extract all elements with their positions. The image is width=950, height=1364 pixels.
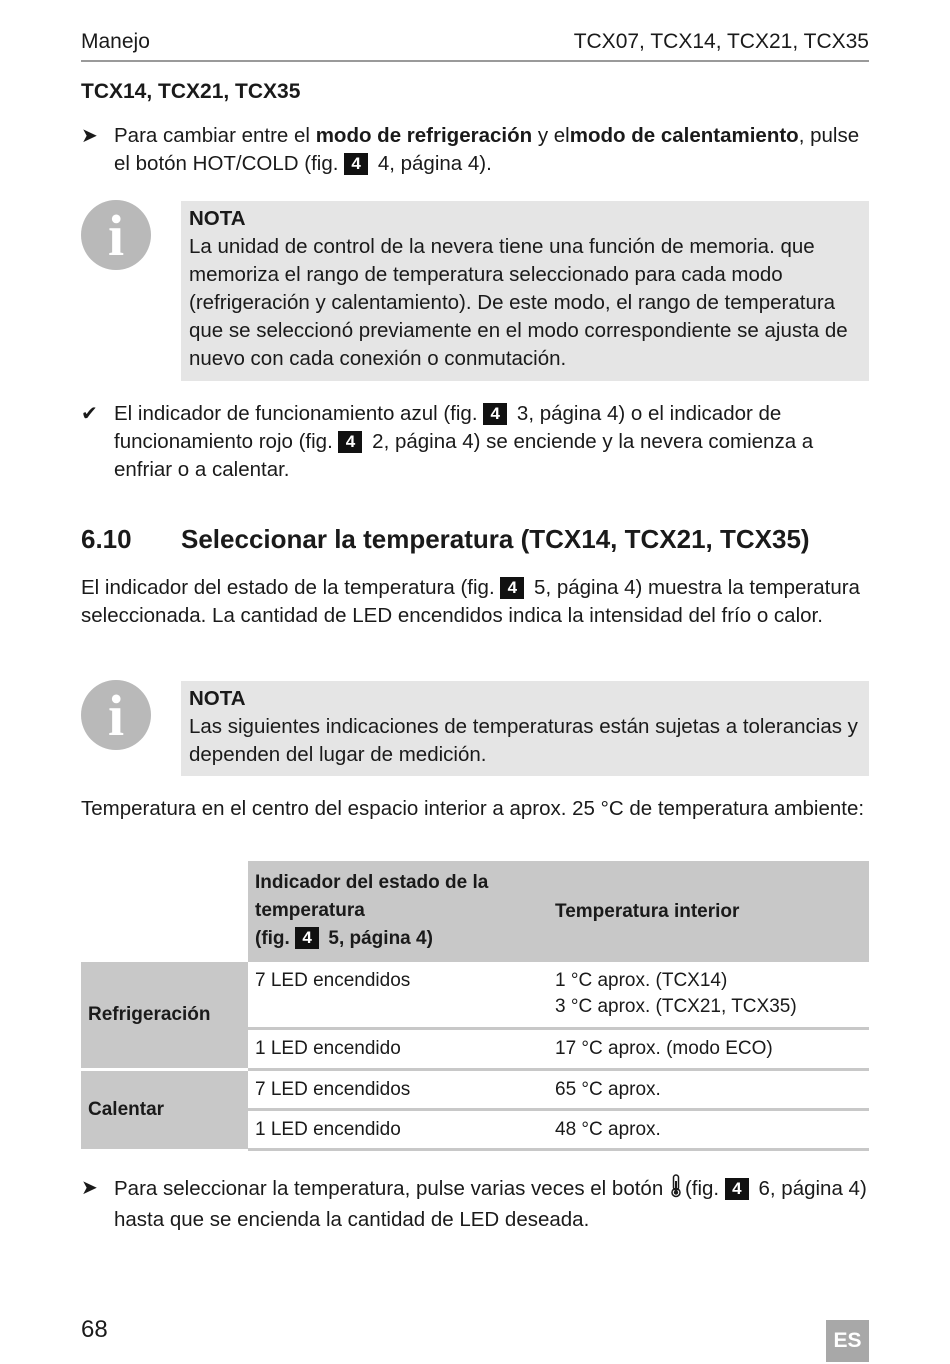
step-bold-cooling: modo de refrigeración — [315, 124, 533, 147]
note-box-memory — [181, 201, 869, 381]
result-indicator — [81, 400, 871, 484]
thermometer-icon — [669, 1174, 683, 1206]
step-text: Para seleccionar la temperatura, pulse varias veces el botón — [114, 1177, 669, 1200]
note-box-tolerance — [181, 681, 869, 776]
header-line — [255, 925, 541, 953]
step-arrow-icon: ➤ — [81, 125, 98, 147]
led-cell: 1 LED encendido — [248, 1109, 548, 1149]
step-text: , pulse el botón HOT/COLD (fig. — [114, 124, 860, 175]
temp-cell: 65 °C aprox. — [548, 1069, 869, 1109]
step-arrow-icon: ➤ — [81, 1177, 98, 1199]
header-divider — [81, 60, 869, 62]
figure-ref-badge: 4 — [725, 1178, 749, 1200]
table-row — [81, 1069, 869, 1109]
step-text: 6, página 4) hasta que se encienda la cantidad de LED deseada. — [114, 1177, 867, 1231]
language-badge: ES — [826, 1320, 869, 1362]
led-cell: 7 LED encendidos — [248, 1069, 548, 1109]
step-text: Para cambiar entre el — [114, 124, 316, 147]
row-group-label: Refrigeración — [81, 962, 248, 1069]
result-text: 2, página 4) se enciende y la nevera comienza a enfriar o a calentar. — [114, 430, 814, 481]
figure-ref-badge: 4 — [344, 153, 368, 175]
header-model-list: TCX07, TCX14, TCX21, TCX35 — [573, 30, 869, 53]
temp-line: 1 °C aprox. (TCX14) — [555, 970, 728, 991]
step-text: (fig. — [684, 1177, 725, 1200]
temperature-table — [81, 861, 869, 1151]
temp-cell — [548, 962, 869, 1028]
result-text: El indicador de funcionamiento azul (fig. — [114, 402, 484, 425]
temp-line: 3 °C aprox. (TCX21, TCX35) — [555, 996, 797, 1017]
table-header-row — [81, 861, 869, 962]
header-text: (fig. — [255, 928, 296, 949]
note-text: Las siguientes indicaciones de temperaturas están sujetas a tolerancias y dependen del lugar de medición. — [189, 715, 858, 766]
figure-ref-badge: 4 — [295, 927, 319, 949]
temp-cell: 48 °C aprox. — [548, 1109, 869, 1149]
figure-ref-badge: 4 — [338, 431, 362, 453]
table-row — [81, 962, 869, 1028]
step-text: 4, página 4). — [372, 152, 492, 175]
table-corner-cell — [81, 861, 248, 962]
info-icon: i — [81, 200, 151, 270]
instruction-step-mode — [81, 122, 871, 178]
header-section-title: Manejo — [81, 30, 150, 53]
table-header-temp: Temperatura interior — [548, 861, 869, 962]
temp-cell: 17 °C aprox. (modo ECO) — [548, 1028, 869, 1069]
note-title: NOTA — [189, 687, 246, 710]
header-line: temperatura — [255, 900, 365, 921]
subheading: TCX14, TCX21, TCX35 — [81, 80, 301, 103]
led-cell: 1 LED encendido — [248, 1028, 548, 1069]
intro-text: El indicador del estado de la temperatura (fig. — [81, 576, 501, 599]
instruction-step-temperature — [81, 1174, 871, 1234]
note-title: NOTA — [189, 207, 246, 230]
figure-ref-badge: 4 — [483, 403, 507, 425]
table-header-led — [248, 861, 548, 962]
section-number: 6.10 — [81, 524, 132, 554]
step-bold-heating: modo de calentamiento — [569, 124, 799, 147]
step-text: y el — [532, 124, 570, 147]
result-text: 3, página 4) o el indicador de funcionamiento rojo (fig. — [114, 402, 782, 453]
section-heading — [81, 524, 810, 555]
led-cell: 7 LED encendidos — [248, 962, 548, 1028]
intro-text: 5, página 4) muestra la temperatura seleccionada. La cantidad de LED encendidos indica la intensidad del frío o calor. — [81, 576, 860, 627]
checkmark-icon: ✔ — [81, 403, 98, 425]
row-group-label: Calentar — [81, 1069, 248, 1149]
page-number: 68 — [81, 1316, 108, 1343]
figure-ref-badge: 4 — [500, 577, 524, 599]
section-title: Seleccionar la temperatura (TCX14, TCX21, TCX35) — [181, 524, 810, 554]
header-text: 5, página 4) — [323, 928, 433, 949]
header-line: Indicador del estado de la — [255, 872, 489, 893]
info-icon: i — [81, 680, 151, 750]
intro-paragraph — [81, 574, 871, 630]
ambient-temperature-text: Temperatura en el centro del espacio interior a aprox. 25 °C de temperatura ambiente: — [81, 797, 865, 820]
note-text: La unidad de control de la nevera tiene una función de memoria. que memoriza el rango de temperatura seleccionado para cada modo (refrigeración y calentamiento). De este modo, el rango de temperatura que se seleccionó previamente en el modo correspondiente se ajusta de nuevo con cada conexión o conmutación. — [189, 235, 848, 370]
